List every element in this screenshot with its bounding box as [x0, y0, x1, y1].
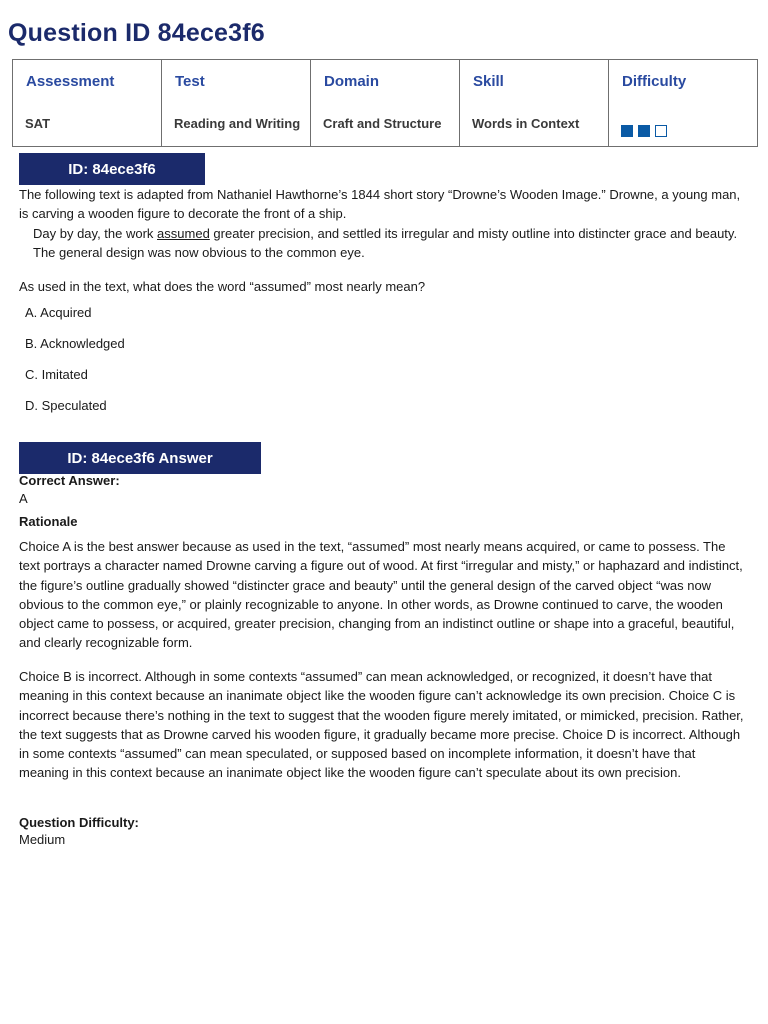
correct-answer-value: A: [19, 491, 28, 506]
skill-label: Skill: [473, 73, 504, 90]
skill-value: Words in Context: [472, 116, 580, 131]
rationale-paragraph-2: Choice B is incorrect. Although in some contexts “assumed” can mean acknowledged, or recognized, it doesn’t have that meaning in this context because an inanimate object like the wooden figure can’t acknowledge its own precision. Choice C is incorrect because there’s nothing in the text to suggest that the wooden figure merely imitated, or mimicked, precision. Rather, the text suggests that as Drowne carved his wooden figure, it gradually became more precise. Choice D is incorrect. Although in some contexts “assumed” can mean speculated, or supposed based on incomplete information, it doesn’t have that meaning in this context because an inanimate object like the wooden figure can’t speculate about its own precision.: [19, 669, 744, 781]
difficulty-bar-filled: [621, 125, 633, 137]
question-difficulty-value: Medium: [19, 832, 66, 847]
difficulty-bar-empty: [655, 125, 667, 137]
test-label: Test: [175, 73, 205, 90]
question-prompt: As used in the text, what does the word “assumed” most nearly mean?: [19, 279, 426, 294]
rationale-paragraph-1: Choice A is the best answer because as used in the text, “assumed” most nearly means acquired, or came to possess. The text portrays a character named Drowne carving a figure out of wood. At first “irregular and misty,” or haphazard and indistinct, the figure’s outline gradually showed “distincter grace and beauty” until the general design of the carved object “was now obvious to the common eye,” or plainly recognizable to anyone. In other words, as Drowne continued to carve, the wooden object came to possess, or acquired, greater precision, changing from an indistinct outline or shape into a graceful, beautiful, and clearly recognizable form.: [19, 539, 743, 651]
passage-text-after: greater precision, and settled its irregular and misty outline into distincter grace and beauty. The general design was now obvious to the common eye.: [33, 226, 738, 261]
assessment-cell: [13, 60, 162, 147]
passage-text-before: Day by day, the work: [33, 226, 158, 241]
page-title: Question ID 84ece3f6: [8, 19, 265, 47]
skill-cell: [460, 60, 609, 147]
passage-intro: The following text is adapted from Nathaniel Hawthorne’s 1844 short story “Drowne’s Wooden Image.” Drowne, a young man, is carving a wooden figure to decorate the front of a ship.: [19, 187, 741, 222]
passage-text: [33, 224, 749, 263]
answer-id-banner: ID: 84ece3f6 Answer: [19, 442, 261, 474]
choice-d[interactable]: D. Speculated: [25, 398, 107, 413]
passage-underlined-word: assumed: [157, 226, 210, 241]
rationale-heading: Rationale: [19, 514, 78, 529]
choice-c[interactable]: C. Imitated: [25, 367, 88, 382]
correct-answer-label: Correct Answer:: [19, 473, 120, 488]
choice-b[interactable]: B. Acknowledged: [25, 336, 125, 351]
difficulty-cell: [609, 60, 758, 147]
domain-label: Domain: [324, 73, 380, 90]
question-metadata-table: [12, 59, 758, 147]
assessment-label: Assessment: [26, 73, 115, 90]
difficulty-label: Difficulty: [622, 73, 687, 90]
question-id-banner: ID: 84ece3f6: [19, 153, 205, 185]
domain-value: Craft and Structure: [323, 116, 442, 131]
test-value: Reading and Writing: [174, 116, 301, 131]
assessment-value: SAT: [25, 116, 51, 131]
difficulty-bar-filled: [638, 125, 650, 137]
domain-cell: [311, 60, 460, 147]
test-cell: [162, 60, 311, 147]
difficulty-indicator: [621, 125, 667, 137]
choice-a[interactable]: A. Acquired: [25, 305, 92, 320]
question-difficulty-label: Question Difficulty:: [19, 815, 139, 830]
